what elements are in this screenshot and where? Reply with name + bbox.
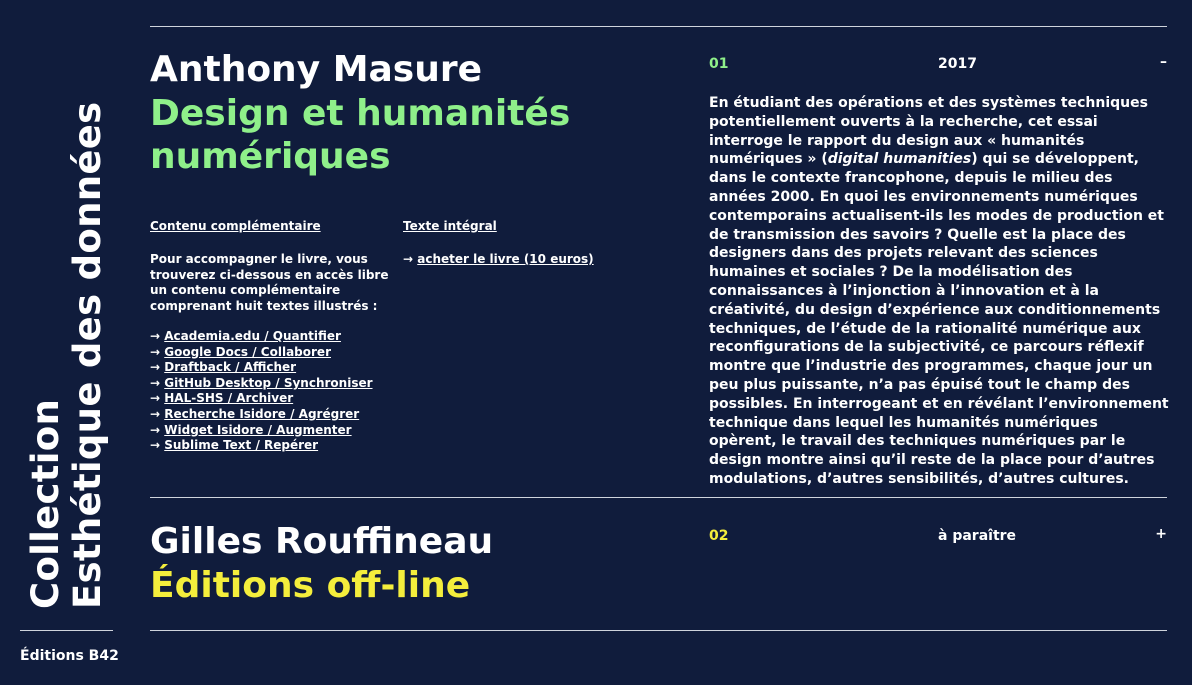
complementary-intro: Pour accompagner le livre, vous trouverez ci-dessous en accès libre un contenu complémentaire comprenant huit textes illustrés :: [150, 252, 389, 313]
list-item: [150, 360, 373, 376]
link-google-docs-collaborer[interactable]: Google Docs / Collaborer: [164, 344, 331, 359]
author-name: Anthony Masure: [150, 49, 483, 90]
divider-bottom: [150, 630, 1167, 631]
book-title: Design et humanités numériques: [150, 93, 571, 177]
book-entry-1: [150, 48, 1169, 487]
link-hal-shs-archiver[interactable]: HAL-SHS / Archiver: [164, 391, 294, 406]
list-item: [150, 391, 373, 407]
description-text-end: ) qui se développent, dans le contexte francophone, depuis le milieu des années 2000. En quoi les environnements numériques contemporains actualisent-ils les modes de production et de transmission des savoirs ? Quelle est la place des designers dans des projets relevant des sciences humaines et sociales ? De la modélisation des connaissances à l’injonction à l’innovation et à la créativité, du design d’expérience aux conditionnements techniques, de l’étude de la rationalité numérique aux reconfigurations de la subjectivité, ce parcours réflexif montre que l’industrie des programmes, chaque jour un peu plus puissante, n’a pas épuisé tout le champ des possibles. En interrogeant et en révélant l’environnement technique dans lequel les humanités numériques opèrent, le travail des techniques numériques par le design montre ainsi qu’il reste de la place pour d’autres modulations, d’autres sensibilités, d’autres cultures.: [709, 151, 1169, 487]
book-number: 01: [709, 56, 729, 72]
list-item: [150, 329, 373, 345]
author-name: Gilles Rouffineau: [150, 521, 494, 562]
arrow-right-icon: →: [150, 391, 161, 406]
link-recherche-isidore-agreger[interactable]: Recherche Isidore / Agrégrer: [164, 406, 360, 421]
arrow-right-icon: →: [150, 329, 161, 343]
description-text-start: En étudiant des opérations et des systèmes techniques potentiellement ouverts à la recherche, cet essai interroge le rapport du design aux « humanités numériques » (: [709, 95, 1148, 168]
link-widget-isidore-augmenter[interactable]: Widget Isidore / Augmenter: [164, 422, 352, 437]
arrow-right-icon: →: [150, 422, 161, 437]
list-item: [150, 438, 373, 454]
full-text-heading[interactable]: Texte intégral: [403, 219, 497, 233]
arrow-right-icon: →: [150, 438, 161, 453]
collapse-toggle[interactable]: –: [1160, 54, 1167, 70]
list-item: [150, 423, 373, 439]
book-number: 02: [709, 528, 729, 544]
arrow-right-icon: →: [150, 360, 161, 375]
buy-book: [403, 252, 594, 266]
description-italic-term: digital humanities: [827, 151, 972, 168]
complementary-content-heading[interactable]: Contenu complémentaire: [150, 219, 321, 233]
link-github-desktop-synchroniser[interactable]: GitHub Desktop / Synchroniser: [164, 375, 373, 390]
list-item: [150, 376, 373, 392]
link-academia-quantifier[interactable]: Academia.edu / Quantifier: [164, 329, 341, 343]
arrow-right-icon: →: [150, 375, 161, 390]
link-draftback-afficher[interactable]: Draftback / Afficher: [164, 360, 297, 375]
divider-top: [150, 26, 1167, 27]
buy-book-link[interactable]: acheter le livre (10 euros): [417, 252, 594, 266]
book-year: 2017: [938, 56, 977, 72]
arrow-right-icon: →: [150, 406, 161, 421]
collection-title-line1: Collection: [24, 398, 67, 609]
arrow-right-icon: →: [403, 252, 414, 266]
sidebar: [0, 0, 133, 685]
book-list: [150, 0, 1167, 685]
arrow-right-icon: →: [150, 344, 161, 359]
link-sublime-text-reperer[interactable]: Sublime Text / Repérer: [164, 438, 319, 453]
list-item: [150, 407, 373, 423]
expand-toggle[interactable]: +: [1155, 526, 1167, 542]
divider-middle: [150, 497, 1167, 498]
book-title: Éditions off-line: [150, 565, 471, 606]
publisher-name: Éditions B42: [20, 648, 119, 664]
book-entry-2: [150, 520, 1167, 620]
collection-title-line2: Esthétique des données: [66, 101, 109, 609]
book-status: à paraître: [938, 528, 1017, 544]
list-item: [150, 345, 373, 361]
book-description: [709, 94, 1169, 489]
complementary-links: [150, 329, 373, 454]
sidebar-divider: [20, 630, 113, 631]
collection-title: [25, 102, 109, 609]
